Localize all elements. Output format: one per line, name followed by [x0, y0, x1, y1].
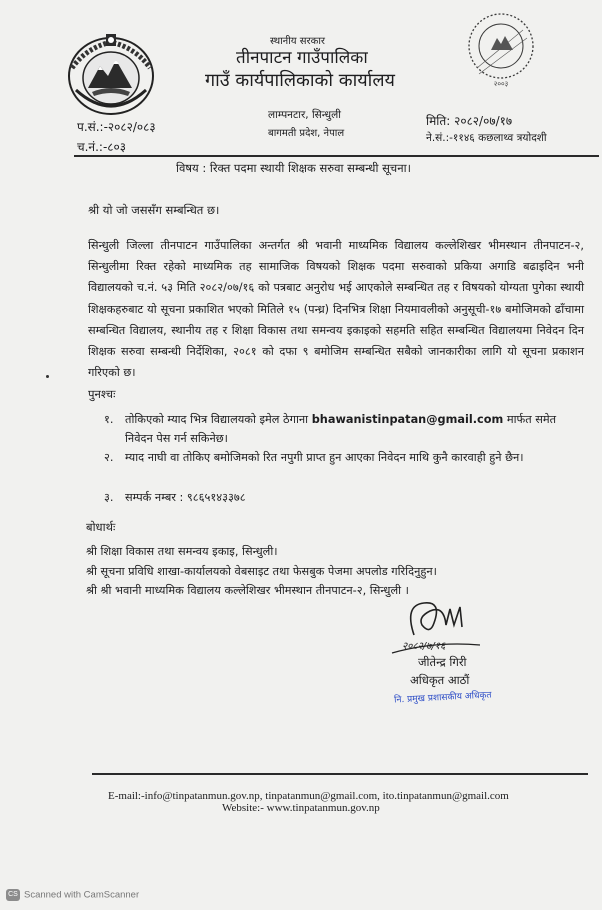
header-divider [74, 155, 599, 157]
address-line-1: लाम्पनटार, सिन्धुली [268, 109, 341, 121]
letter-date: मिति: २०८२/०७/१७ [426, 114, 513, 128]
note-text: सम्पर्क नम्बर : ९८६५१४३३७८ [125, 491, 246, 504]
office-seal-icon [463, 8, 538, 104]
nepal-emblem-icon [66, 30, 156, 116]
notice-body: सिन्धुली जिल्ला तीनपाटन गाउँपालिका अन्तर्गत श्री भवानी माध्यमिक विद्यालय कल्लेशिखर भीमस्थान तीनपाटन-२, सिन्धुलीमा रिक्त रहेको माध्यमिक तह सामाजिक विषयको शिक्षक पदमा सरुवाको प्रकिया अगाडि बढाइदिन भनी विद्यालयको च.नं. ५३ मिति २०८२/०७/१६ को पत्रबाट अनुरोध भई आएकोले सम्बन्धित तह र विषयको योग्यता पुगेका स्थायी शिक्षकहरुबाट यो सूचना प्रकाशित भएको मितिले १५ (पन्ध्र) दिनभित्र शिक्षा नियमावलीको अनुसूची-१७ बमोजिमको ढाँचामा सम्बन्धित विद्यालय, स्थानीय तह र शिक्षा विकास तथा समन्वय इकाइको सहमति सहित सम्बन्धित विद्यालयमा निवेदन दिन शिक्षक सरुवा सम्बन्धी निर्देशिका, २०८१ को दफा ९ बमोजिम सम्बन्धित सबैको जानकारीका लागि यो सूचना प्रकाशन गरिएको छ। [88, 239, 584, 380]
government-label: स्थानीय सरकार [270, 36, 325, 47]
svg-text:२००३: २००३ [493, 80, 509, 88]
reference-number: प.सं.:-२०८२/०८३ [77, 120, 156, 134]
scan-speck [46, 375, 49, 378]
note-number: १. [104, 413, 114, 426]
note-item [104, 448, 574, 486]
note-item [104, 410, 574, 448]
handwritten-signature [384, 595, 484, 657]
signer-name: जीतेन्द्र गिरी [418, 655, 467, 669]
note-number: २. [104, 451, 114, 464]
footer-website-line: Website:- www.tinpatanmun.gov.np [222, 802, 380, 814]
nepal-era-date: ने.सं.:-११४६ कछलाथ्व त्रयोदशी [426, 132, 547, 144]
dispatch-number: च.नं.:-८०३ [77, 140, 127, 154]
salutation: श्री यो जो जससँग सम्बन्धित छ। [88, 203, 220, 217]
office-name: गाउँ कार्यपालिकाको कार्यालय [205, 70, 395, 91]
note-text: तोकिएको म्याद भित्र विद्यालयको इमेल ठेगाना bhawanistinpatan@gmail.com मार्फत समेत निवेदन पेस गर्न सकिनेछ। [125, 413, 557, 445]
postscript-label: पुनश्चः [88, 387, 116, 401]
camscanner-watermark: CS Scanned with CamScanner [6, 889, 139, 901]
cc-label: बोधार्थः [86, 520, 116, 534]
cc-item: श्री शिक्षा विकास तथा समन्वय इकाइ, सिन्धुली। [86, 545, 278, 558]
signer-title: अधिकृत आठौं [410, 673, 470, 687]
cc-item: श्री श्री भवानी माध्यमिक विद्यालय कल्लेशिखर भीमस्थान तीनपाटन-२, सिन्धुली । [86, 584, 409, 597]
note-number: ३. [104, 491, 114, 504]
municipality-name: तीनपाटन गाउँपालिका [236, 48, 368, 68]
camscanner-logo-icon: CS [6, 889, 20, 901]
address-line-2: बागमती प्रदेश, नेपाल [268, 128, 345, 139]
school-email-link[interactable]: bhawanistinpatan@gmail.com [311, 413, 504, 426]
note-item [104, 488, 574, 508]
svg-text:२०८२/७/१६: २०८२/७/१६ [402, 641, 446, 652]
cc-item: श्री सूचना प्रविधि शाखा-कार्यालयको वेबसाइट तथा फेसबुक पेजमा अपलोड गरिदिनुहुन। [86, 565, 437, 578]
note-text: म्याद नाघी वा तोकिए बमोजिमको रित नपुगी प्राप्त हुन आएका निवेदन माथि कुनै कारवाही हुने छैन। [125, 451, 524, 464]
subject-line: विषय : रिक्त पदमा स्थायी शिक्षक सरुवा सम्बन्धी सूचना। [176, 161, 411, 175]
footer-divider [92, 773, 588, 775]
acting-officer-stamp: नि. प्रमुख प्रशासकीय अधिकृत [393, 690, 492, 706]
footer-email-line: E-mail:-info@tinpatanmun.gov.np, tinpatanmun@gmail.com, ito.tinpatanmun@gmail.com [108, 790, 509, 802]
